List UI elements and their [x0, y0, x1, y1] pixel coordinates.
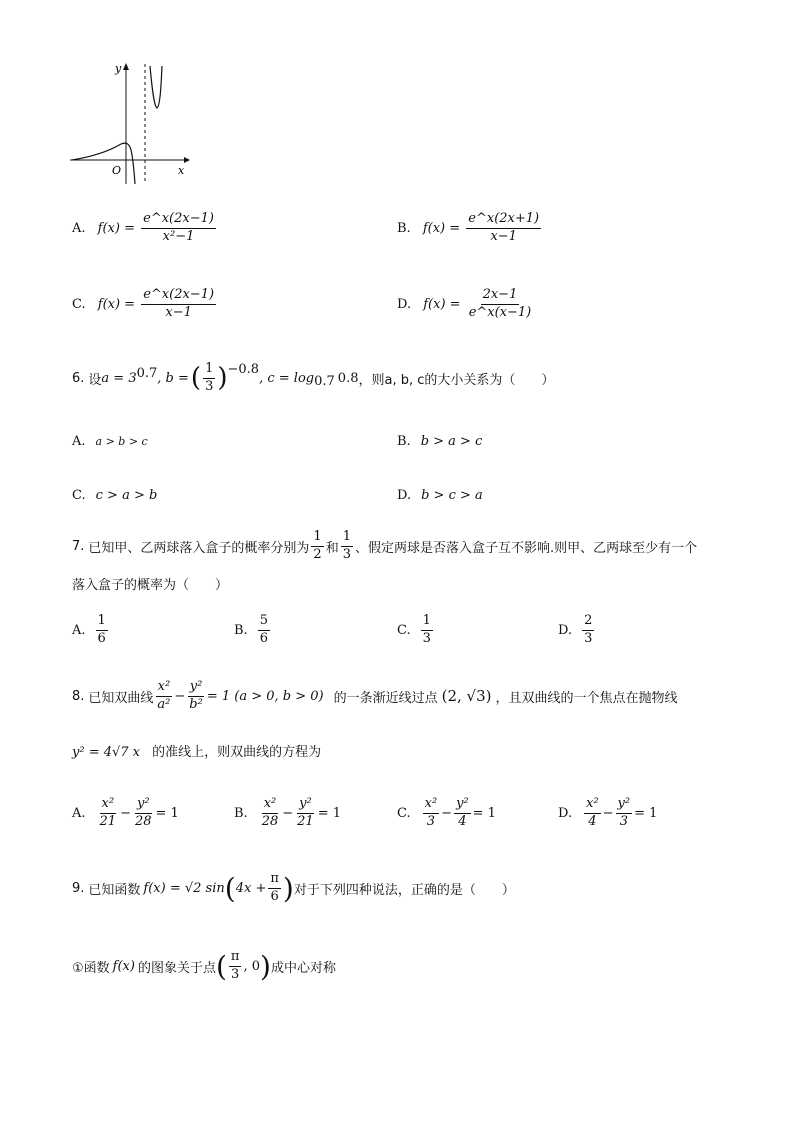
fraction-numerator: y²: [454, 797, 471, 814]
option-letter: B.: [397, 434, 411, 449]
x-axis-label: x: [178, 164, 185, 177]
right-branch-curve: [150, 66, 162, 108]
minus-sign: −: [120, 805, 131, 821]
q5-option-a: [72, 212, 218, 245]
q6-option-c: [72, 488, 157, 503]
fraction-denominator: 3: [342, 546, 351, 562]
q5-option-b: [397, 212, 543, 245]
q8-option-a: [72, 797, 179, 830]
fraction-numerator: π: [229, 950, 242, 967]
fraction-denominator: 21: [99, 813, 117, 829]
left-paren: (: [215, 950, 227, 983]
q8-option-c: [397, 797, 496, 830]
fraction-numerator: y²: [135, 797, 152, 814]
question-7: [72, 530, 697, 563]
equals-one: = 1: [155, 805, 179, 821]
arg-left: 4x +: [235, 881, 267, 896]
right-paren: ): [217, 363, 228, 394]
b-exponent: −0.8: [227, 362, 260, 377]
question-suffix: 对于下列四种说法，正确的是（ ）: [293, 883, 515, 898]
fraction-numerator: x²: [262, 797, 279, 814]
fraction-denominator: 3: [426, 813, 436, 829]
fraction-denominator: 4: [588, 813, 597, 829]
option-fraction: [141, 212, 216, 245]
option-text: c > a > b: [95, 488, 158, 503]
q7-option-d: [558, 614, 596, 647]
fraction-denominator: 28: [261, 813, 279, 829]
fraction-denominator: 3: [422, 630, 431, 646]
fraction-numerator: 2x−1: [481, 288, 520, 305]
fraction-1: [423, 797, 440, 830]
option-lhs: f(x) =: [97, 220, 135, 236]
pi-fraction: [268, 872, 281, 905]
statement-mid: 的图象关于点: [137, 961, 216, 976]
option-lhs: f(x) =: [422, 220, 461, 236]
log-arg: 0.8: [337, 370, 359, 386]
fraction-numerator: 2: [582, 614, 594, 631]
fraction-numerator: x²: [156, 680, 173, 697]
q7-option-b: [234, 614, 272, 647]
equals-one: = 1: [472, 805, 496, 821]
statement-suffix: 成中心对称: [270, 961, 336, 976]
fraction-denominator: 6: [270, 889, 279, 904]
fraction-numerator: 1: [96, 614, 108, 631]
q6-option-a: [72, 434, 148, 449]
fraction-numerator: 1: [203, 362, 215, 379]
fraction-denominator: 28: [134, 813, 152, 829]
fraction-numerator: 1: [311, 530, 323, 547]
right-paren: ): [260, 950, 271, 983]
question-9: [72, 872, 515, 905]
option-letter: B.: [234, 805, 248, 821]
option-fraction: [582, 614, 594, 647]
fraction-1: [584, 797, 601, 830]
right-paren: ): [282, 872, 294, 905]
question-7-line-2: 落入盒子的概率为（ ）: [72, 578, 229, 593]
statement-func: f(x): [112, 959, 135, 974]
q5-option-c: [72, 288, 218, 321]
question-prefix: 设: [88, 372, 102, 388]
x-axis-arrow: [184, 157, 190, 163]
option-fraction: [467, 288, 534, 321]
equals-one: = 1: [317, 805, 341, 821]
fraction-denominator: e^x(x−1): [468, 304, 532, 320]
probability-fraction-2: [341, 530, 353, 563]
origin-label: O: [112, 164, 122, 177]
option-fraction: [141, 288, 216, 321]
option-letter: D.: [558, 805, 573, 821]
fraction-numerator: y²: [616, 797, 633, 814]
fraction-1: [98, 797, 119, 830]
q6-option-b: [397, 434, 482, 449]
question-number: 9.: [72, 881, 85, 896]
fraction-denominator: a²: [157, 696, 171, 712]
q5-option-d: [397, 288, 535, 321]
fraction-numerator: x²: [423, 797, 440, 814]
option-letter: B.: [234, 622, 248, 638]
b-fraction: [203, 362, 215, 395]
option-letter: D.: [397, 488, 412, 503]
question-tail: ，且双曲线的一个焦点在抛物线: [495, 690, 678, 706]
fraction-denominator: 3: [584, 630, 593, 646]
fraction-denominator: x−1: [165, 304, 192, 320]
left-paren: (: [190, 363, 202, 394]
option-text: b > a > c: [420, 434, 483, 449]
option-fraction: [421, 614, 433, 647]
a-expr: a = 3: [101, 370, 137, 386]
question-number: 8.: [72, 688, 85, 704]
fraction-denominator: x²−1: [162, 228, 195, 244]
fraction-numerator: e^x(2x+1): [466, 212, 541, 229]
equals-one: = 1: [634, 805, 658, 821]
x2-over-a2: [155, 680, 172, 713]
option-letter: A.: [72, 434, 86, 449]
point-y: , 0: [243, 959, 260, 974]
fraction-denominator: 2: [313, 546, 322, 562]
fraction-numerator: 5: [258, 614, 270, 631]
fraction-numerator: y²: [188, 680, 205, 697]
b-expr: , b =: [157, 370, 189, 386]
option-text: b > c > a: [421, 488, 483, 503]
option-text: a > b > c: [95, 435, 148, 448]
minus-sign: −: [174, 688, 186, 704]
question-suffix: ，则a, b, c的大小关系为（ ）: [358, 372, 555, 388]
statement-prefix: ①函数: [72, 961, 110, 976]
fraction-numerator: 1: [341, 530, 353, 547]
y-axis-arrow: [123, 63, 129, 70]
fraction-denominator: 3: [231, 967, 240, 982]
q9-statement-1: [72, 950, 336, 983]
option-lhs: f(x) =: [97, 296, 136, 312]
q8-option-d: [558, 797, 657, 830]
y-axis-label: y: [115, 62, 122, 75]
question-prefix: 已知函数: [88, 883, 141, 898]
option-letter: C.: [397, 805, 411, 821]
option-letter: B.: [397, 220, 411, 236]
question-6: [72, 362, 554, 395]
option-fraction: [258, 614, 270, 647]
parabola-equation: y² = 4√7 x: [72, 745, 141, 760]
q6-option-d: [397, 488, 483, 503]
function-expr: f(x) = √2 sin: [143, 881, 225, 896]
fraction-2: [454, 797, 471, 830]
option-letter: C.: [72, 488, 86, 503]
and-text: 和: [325, 540, 339, 556]
minus-sign: −: [282, 805, 294, 821]
fraction-numerator: 1: [421, 614, 433, 631]
fraction-2: [133, 797, 154, 830]
option-fraction: [466, 212, 541, 245]
question-8-line-2: [72, 741, 321, 760]
point-x-fraction: [229, 950, 242, 983]
option-letter: C.: [72, 296, 86, 312]
option-lhs: f(x) =: [423, 296, 461, 312]
fraction-denominator: 6: [259, 630, 268, 646]
q8-option-b: [234, 797, 341, 830]
fraction-denominator: 6: [97, 630, 106, 646]
fraction-2: [295, 797, 316, 830]
fraction-denominator: 21: [297, 813, 314, 829]
fraction-1: [260, 797, 281, 830]
fraction-numerator: x²: [584, 797, 601, 814]
fraction-denominator: 4: [458, 813, 467, 829]
function-graph: [66, 58, 196, 188]
question-mid: 的一条渐近线过点: [333, 690, 438, 706]
equation-tail: = 1 (a > 0, b > 0): [206, 688, 324, 704]
option-letter: A.: [72, 622, 86, 638]
fraction-denominator: b²: [189, 696, 203, 712]
option-letter: D.: [558, 622, 573, 638]
log-base: 0.7: [314, 373, 335, 389]
line2-text: 的准线上，则双曲线的方程为: [152, 745, 322, 760]
fraction-denominator: 3: [619, 813, 628, 829]
fraction-numerator: e^x(2x−1): [141, 288, 216, 305]
q7-option-a: [72, 614, 110, 647]
question-prefix: 已知双曲线: [88, 690, 154, 706]
fraction-numerator: e^x(2x−1): [141, 212, 216, 229]
point: (2, √3): [441, 687, 492, 706]
fraction-2: [616, 797, 633, 830]
fraction-numerator: π: [268, 872, 281, 889]
fraction-numerator: y²: [297, 797, 314, 814]
option-letter: D.: [397, 296, 412, 312]
question-number: 6.: [72, 370, 85, 386]
fraction-numerator: x²: [100, 797, 117, 814]
option-letter: A.: [72, 220, 86, 236]
fraction-denominator: x−1: [490, 228, 517, 244]
c-expr: , c = log: [259, 370, 315, 386]
probability-fraction-1: [311, 530, 323, 563]
question-number: 7.: [72, 538, 85, 554]
question-text-2: 、假定两球是否落入盒子互不影响.则甲、乙两球至少有一个: [355, 540, 698, 556]
question-8: [72, 680, 678, 713]
option-letter: C.: [397, 622, 411, 638]
question-text: 已知甲、乙两球落入盒子的概率分别为: [88, 540, 310, 556]
fraction-denominator: 3: [205, 378, 214, 394]
left-paren: (: [224, 872, 236, 905]
option-fraction: [96, 614, 108, 647]
y2-over-b2: [187, 680, 205, 713]
q7-option-c: [397, 614, 435, 647]
option-letter: A.: [72, 805, 86, 821]
a-exponent: 0.7: [136, 366, 158, 381]
minus-sign: −: [441, 805, 453, 821]
minus-sign: −: [602, 805, 614, 821]
